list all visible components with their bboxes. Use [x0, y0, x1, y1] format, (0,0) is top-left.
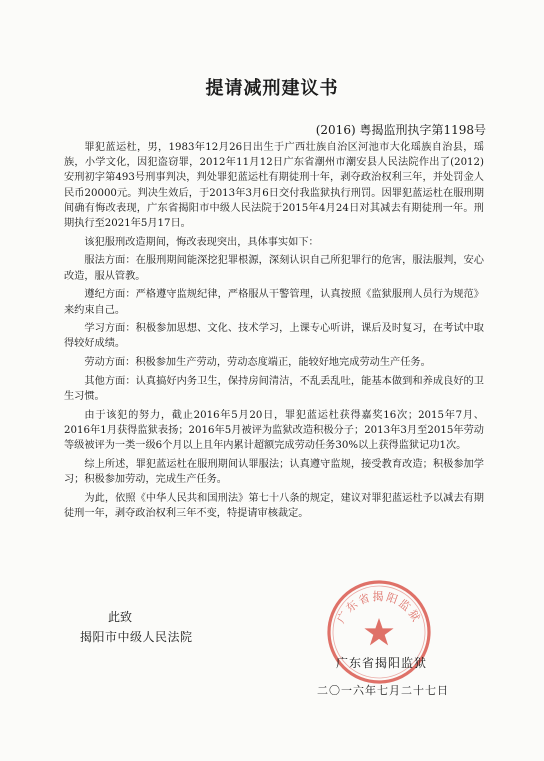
svg-text:广东省揭阳监狱: 广东省揭阳监狱 — [334, 590, 424, 626]
seal-star-icon — [364, 618, 393, 645]
document-number: (2016) 粤揭监刑执字第1198号 — [315, 123, 486, 137]
paragraph-study: 学习方面：积极参加思想、文化、技术学习，上课专心听讲，课后及时复习，在考试中取得较好成绩。 — [64, 323, 484, 350]
paragraph-recommendation: 为此，依照《中华人民共和国刑法》第七十八条的规定，建议对罪犯蓝运杜予以减去有期徒刑一年，剥夺政治权利三年不变，特提请审核裁定。 — [64, 492, 484, 519]
signature-date: 二〇一六年七月二十七日 — [317, 684, 449, 697]
paragraph-other: 其他方面：认真搞好内务卫生，保持房间清洁，不乱丢乱吐，能基本做到和养成良好的卫生习惯。 — [64, 375, 484, 403]
closing-court-name: 揭阳市中级人民法院 — [80, 630, 193, 644]
closing-salutation: 此致 — [108, 610, 133, 624]
paragraph-rewards: 由于该犯的努力，截止2016年5月20日，罪犯蓝运杜获得嘉奖16次；2015年7月、2016年1月获得监狱表扬；2016年5月被评为监狱改造积极分子；2013年3月至2015年劳动等级被评为一类一级6个月以上且年内累计超额完成劳动任务30%以上获得监狱记功1次。 — [64, 409, 484, 452]
paragraph-discipline: 遵纪方面：严格遵守监规纪律，严格服从干警管理，认真按照《监狱服刑人员行为规范》来约束自己。 — [64, 289, 484, 316]
document-body — [64, 140, 484, 525]
paragraph-intro: 罪犯蓝运杜，男，1983年12月26日出生于广西壮族自治区河池市大化瑶族自治县，瑶族，小学文化，因犯盗窃罪，2012年11月12日广东省潮州市潮安县人民法院作出了(2012)安刑初字第493号刑事判决，判处罪犯蓝运杜有期徒刑十年，剥夺政治权利三年，并处罚金人民币20000元。判决生效后，于2013年3月6日交付我监狱执行刑罚。因罪犯蓝运杜在服刑期间确有悔改表现，广东省揭阳市中级人民法院于2015年4月24日对其减去有期徒刑一年。刑期执行至2021年5月17日。 — [64, 142, 484, 230]
paragraph-labor: 劳动方面：积极参加生产劳动，劳动态度端正，能较好地完成劳动生产任务。 — [84, 357, 431, 369]
paragraph-conclusion: 综上所述，罪犯蓝运杜在服刑期间认罪服法；认真遵守监规，接受教育改造；积极参加学习；积极参加劳动，完成生产任务。 — [64, 458, 484, 486]
paragraph-summary: 该犯服刑改造期间，悔改表现突出，具体事实如下： — [84, 236, 319, 248]
signature-organization: 广东省揭阳监狱 — [336, 656, 428, 670]
document-title: 提请减刑建议书 — [205, 78, 339, 99]
paragraph-obey-law: 服法方面：在服刑期间能深挖犯罪根源，深刻认识自己所犯罪行的危害，服法服判，安心改造，服从管教。 — [64, 255, 484, 282]
